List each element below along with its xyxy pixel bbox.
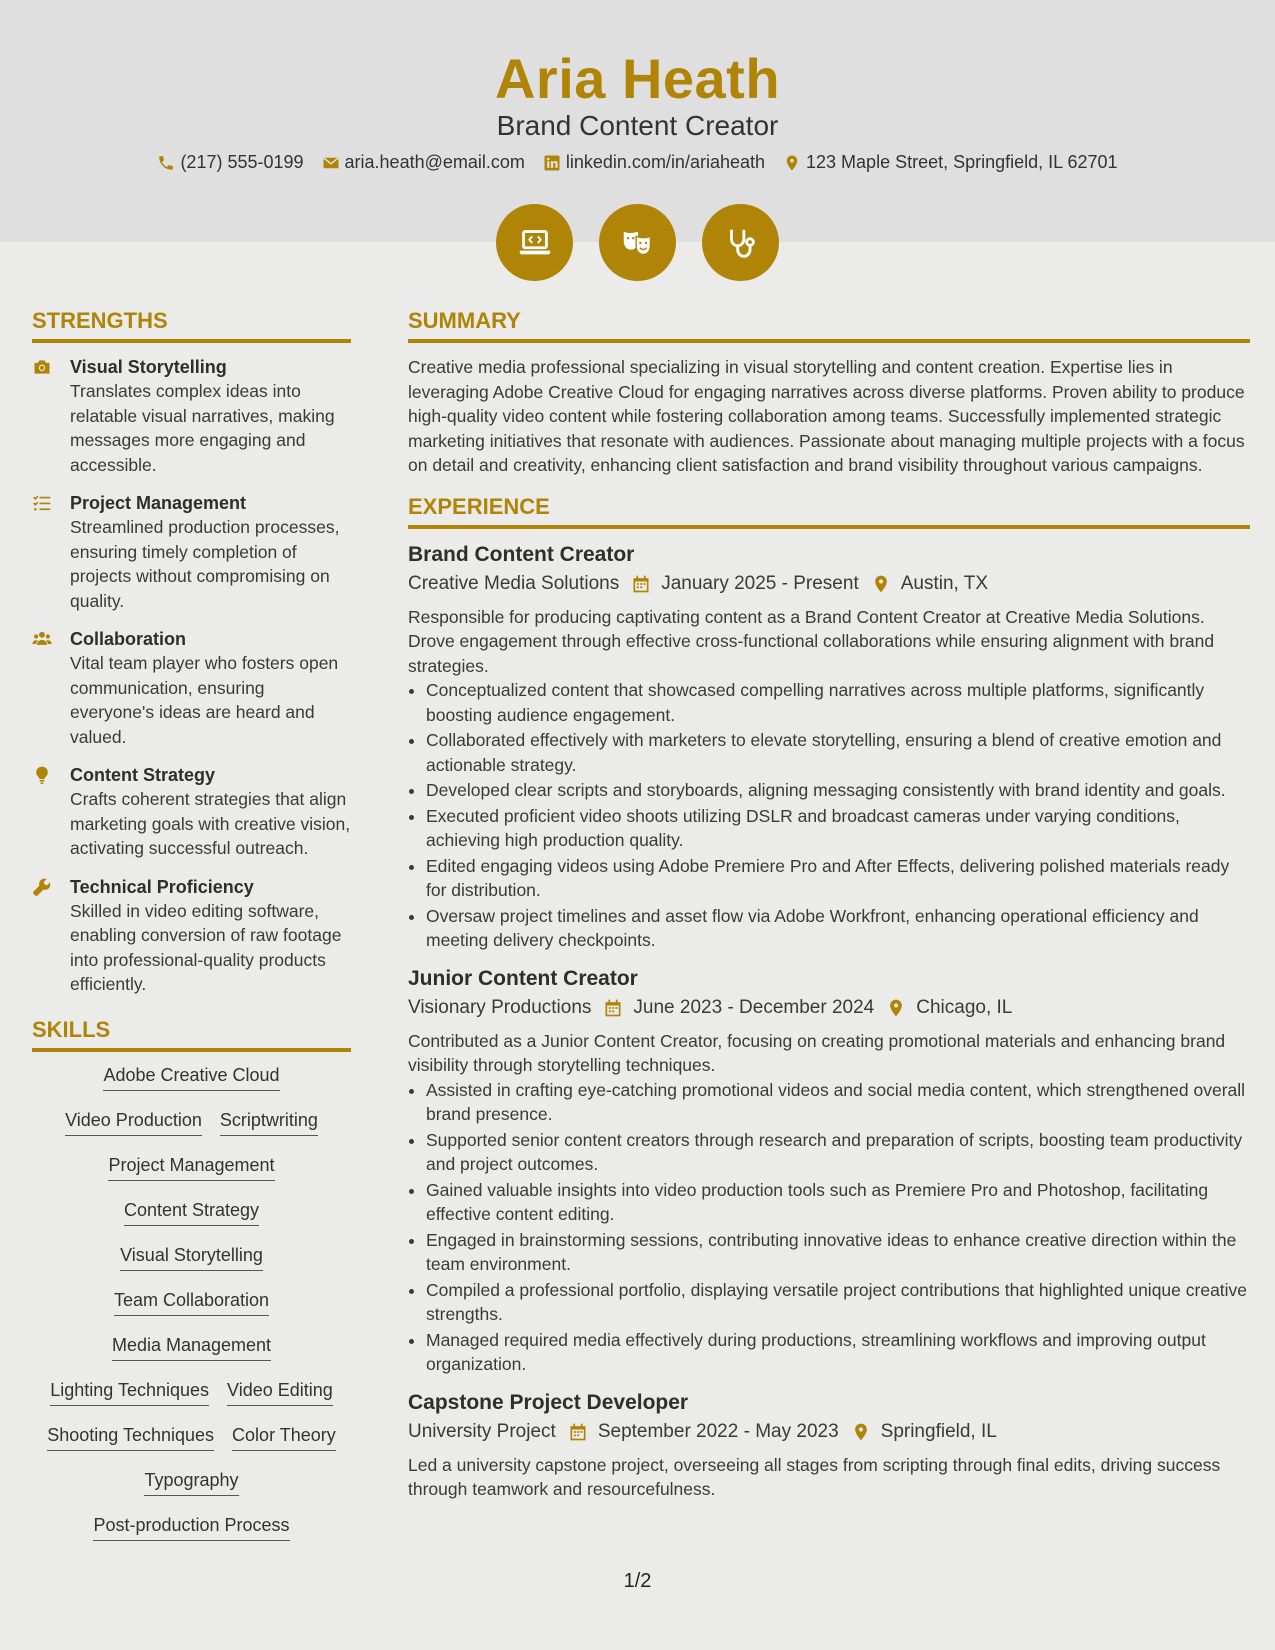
skill-row [144, 1469, 238, 1514]
skill-row [47, 1424, 336, 1469]
phone-text: (217) 555-0199 [180, 152, 304, 172]
skill-row [103, 1064, 279, 1109]
skill-row [124, 1199, 259, 1244]
job-title: Capstone Project Developer [408, 1390, 689, 1414]
map-marker-icon [783, 154, 801, 172]
strength-name: Content Strategy [70, 765, 216, 785]
skill-tag: Video Editing [227, 1379, 333, 1406]
page-number: 1/2 [623, 1570, 652, 1592]
strength-item [32, 491, 351, 613]
job-bullet: • Collaborated effectively with marketers to elevate storytelling, ensuring a blend of creative emotion and actionable strategy. [426, 728, 1250, 777]
map-marker-icon [851, 1422, 871, 1442]
job-entry [408, 965, 1250, 1377]
job-description: Contributed as a Junior Content Creator, focusing on creating promotional materials and enhancing brand visibility through storytelling techniques. [408, 1030, 1226, 1075]
contact-phone[interactable] [157, 152, 303, 173]
job-location: Austin, TX [900, 572, 989, 594]
linkedin-text: linkedin.com/in/ariaheath [565, 152, 766, 172]
job-dates: June 2023 - December 2024 [633, 996, 875, 1018]
strength-desc: Translates complex ideas into relatable visual narratives, making messages more engaging and accessible. [70, 381, 335, 475]
strength-desc: Crafts coherent strategies that align marketing goals with creative vision, activating successful outreach. [70, 789, 351, 858]
calendar-icon [631, 574, 651, 594]
skill-tag: Color Theory [232, 1424, 336, 1451]
job-bullet: • Managed required media effectively during productions, streamlining workflows and improving output organization. [426, 1328, 1250, 1377]
job-bullet: • Edited engaging videos using Adobe Premiere Pro and After Effects, delivering polished materials ready for distribution. [426, 854, 1250, 903]
contact-bar [0, 152, 1275, 173]
job-dates: September 2022 - May 2023 [597, 1420, 839, 1442]
contact-address [783, 152, 1118, 173]
job-bullet: • Executed proficient video shoots utilizing DSLR and broadcast cameras under varying conditions, achieving high production quality. [426, 804, 1250, 853]
strength-item [32, 875, 351, 997]
contact-linkedin[interactable] [543, 152, 765, 173]
address-text: 123 Maple Street, Springfield, IL 62701 [806, 152, 1118, 172]
strength-desc: Vital team player who fosters open communication, ensuring everyone's ideas are heard and valued. [70, 653, 339, 747]
skill-tag: Shooting Techniques [47, 1424, 214, 1451]
skills-list [32, 1064, 351, 1559]
laptop-code-icon [516, 224, 554, 262]
skill-tag: Media Management [112, 1334, 271, 1361]
camera-icon [32, 357, 52, 377]
job-title: Junior Content Creator [408, 966, 638, 990]
theater-masks-icon [619, 224, 657, 262]
skill-tag: Project Management [108, 1154, 274, 1181]
skill-tag: Typography [144, 1469, 238, 1496]
skill-tag: Team Collaboration [114, 1289, 269, 1316]
strength-name: Technical Proficiency [70, 876, 254, 897]
experience-heading: EXPERIENCE [408, 494, 1250, 529]
skill-tag: Video Production [65, 1109, 202, 1136]
users-icon [32, 629, 52, 649]
job-company: Visionary Productions [408, 996, 592, 1018]
summary-heading: SUMMARY [408, 308, 1250, 343]
lightbulb-icon [32, 765, 52, 785]
contact-email[interactable] [322, 152, 525, 173]
skill-row [114, 1289, 269, 1334]
candidate-title: Brand Content Creator [496, 110, 779, 141]
skill-row [50, 1379, 333, 1424]
job-entry [408, 1389, 1250, 1502]
right-column [408, 308, 1250, 1514]
skill-tag: Scriptwriting [220, 1109, 318, 1136]
job-entry [408, 541, 1250, 953]
job-bullet: • Conceptualized content that showcased compelling narratives across multiple platforms, significantly boosting audience engagement. [426, 678, 1250, 727]
calendar-icon [568, 1422, 588, 1442]
job-bullet: • Oversaw project timelines and asset flow via Adobe Workfront, enhancing operational efficiency and meeting delivery checkpoints. [426, 904, 1250, 953]
job-meta [408, 995, 1250, 1021]
strength-item [32, 355, 351, 477]
job-bullets [408, 1078, 1250, 1377]
strength-name: Project Management [70, 493, 247, 513]
job-description: Led a university capstone project, overseeing all stages from scripting through final edits, driving success through teamwork and resourcefulness. [408, 1454, 1221, 1499]
job-bullet: • Engaged in brainstorming sessions, contributing innovative ideas to enhance creative direction within the team environment. [426, 1228, 1250, 1277]
left-column [32, 308, 351, 1559]
strength-name: Collaboration [70, 629, 186, 649]
email-text: aria.heath@email.com [344, 152, 525, 172]
strength-item [32, 627, 351, 749]
job-dates: January 2025 - Present [661, 572, 859, 594]
envelope-icon [322, 154, 340, 172]
strength-desc: Skilled in video editing software, enabling conversion of raw footage into professional-quality products efficiently. [70, 900, 342, 994]
skill-row [112, 1334, 271, 1379]
calendar-icon [603, 998, 623, 1018]
job-bullet: • Gained valuable insights into video production tools such as Premiere Pro and Photoshop, facilitating effective content editing. [426, 1178, 1250, 1227]
tasks-icon [32, 493, 52, 513]
job-bullet: • Developed clear scripts and storyboards, aligning messaging consistently with brand identity and goals. [426, 778, 1250, 803]
strength-desc: Streamlined production processes, ensuring timely completion of projects without compromising on quality. [70, 517, 340, 611]
job-description: Responsible for producing captivating content as a Brand Content Creator at Creative Media Solutions. Drove engagement through effective cross-functional collaborations while ensuring alignment with brand strategies. [408, 606, 1215, 676]
skill-row [93, 1514, 289, 1559]
skill-tag: Lighting Techniques [50, 1379, 209, 1406]
wrench-icon [32, 877, 52, 897]
strengths-heading: STRENGTHS [32, 308, 351, 343]
map-marker-icon [886, 998, 906, 1018]
job-meta [408, 1419, 1250, 1445]
job-bullet: • Assisted in crafting eye-catching promotional videos and social media content, which strengthened overall brand presence. [426, 1078, 1250, 1127]
skills-heading: SKILLS [32, 1017, 351, 1052]
badge-masks [599, 204, 676, 281]
job-meta [408, 571, 1250, 597]
skill-row [120, 1244, 263, 1289]
skill-tag: Post-production Process [93, 1514, 289, 1541]
job-company: Creative Media Solutions [408, 572, 620, 594]
skill-row [65, 1109, 318, 1154]
linkedin-icon [543, 154, 561, 172]
job-location: Springfield, IL [880, 1420, 997, 1442]
phone-icon [157, 154, 175, 172]
badge-laptop [496, 204, 573, 281]
job-bullets [408, 678, 1250, 953]
job-company: University Project [408, 1420, 556, 1442]
skill-row [108, 1154, 274, 1199]
skill-tag: Content Strategy [124, 1199, 259, 1226]
job-title: Brand Content Creator [408, 542, 635, 566]
badge-stethoscope [702, 204, 779, 281]
skill-tag: Adobe Creative Cloud [103, 1064, 279, 1091]
interest-badges [0, 204, 1275, 281]
job-bullet: • Compiled a professional portfolio, displaying versatile project contributions that highlighted unique creative strengths. [426, 1278, 1250, 1327]
skill-tag: Visual Storytelling [120, 1244, 263, 1271]
stethoscope-icon [722, 224, 760, 262]
map-marker-icon [871, 574, 891, 594]
job-bullet: • Supported senior content creators through research and preparation of scripts, boosting team productivity and project outcomes. [426, 1128, 1250, 1177]
strength-item [32, 763, 351, 861]
job-location: Chicago, IL [916, 996, 1013, 1018]
strength-name: Visual Storytelling [70, 357, 227, 377]
candidate-name: Aria Heath [494, 47, 781, 110]
summary-text: Creative media professional specializing in visual storytelling and content creation. Expertise lies in leveraging Adobe Creative Cloud for engaging narratives across diverse platforms. Proven ability to produce high-quality video content while fostering collaboration among teams. Successfully implemented strategic marketing initiatives that resonate with audiences. Passionate about managing multiple projects with a focus on detail and creativity, enhancing client satisfaction and brand visibility throughout various campaigns. [408, 357, 1245, 475]
